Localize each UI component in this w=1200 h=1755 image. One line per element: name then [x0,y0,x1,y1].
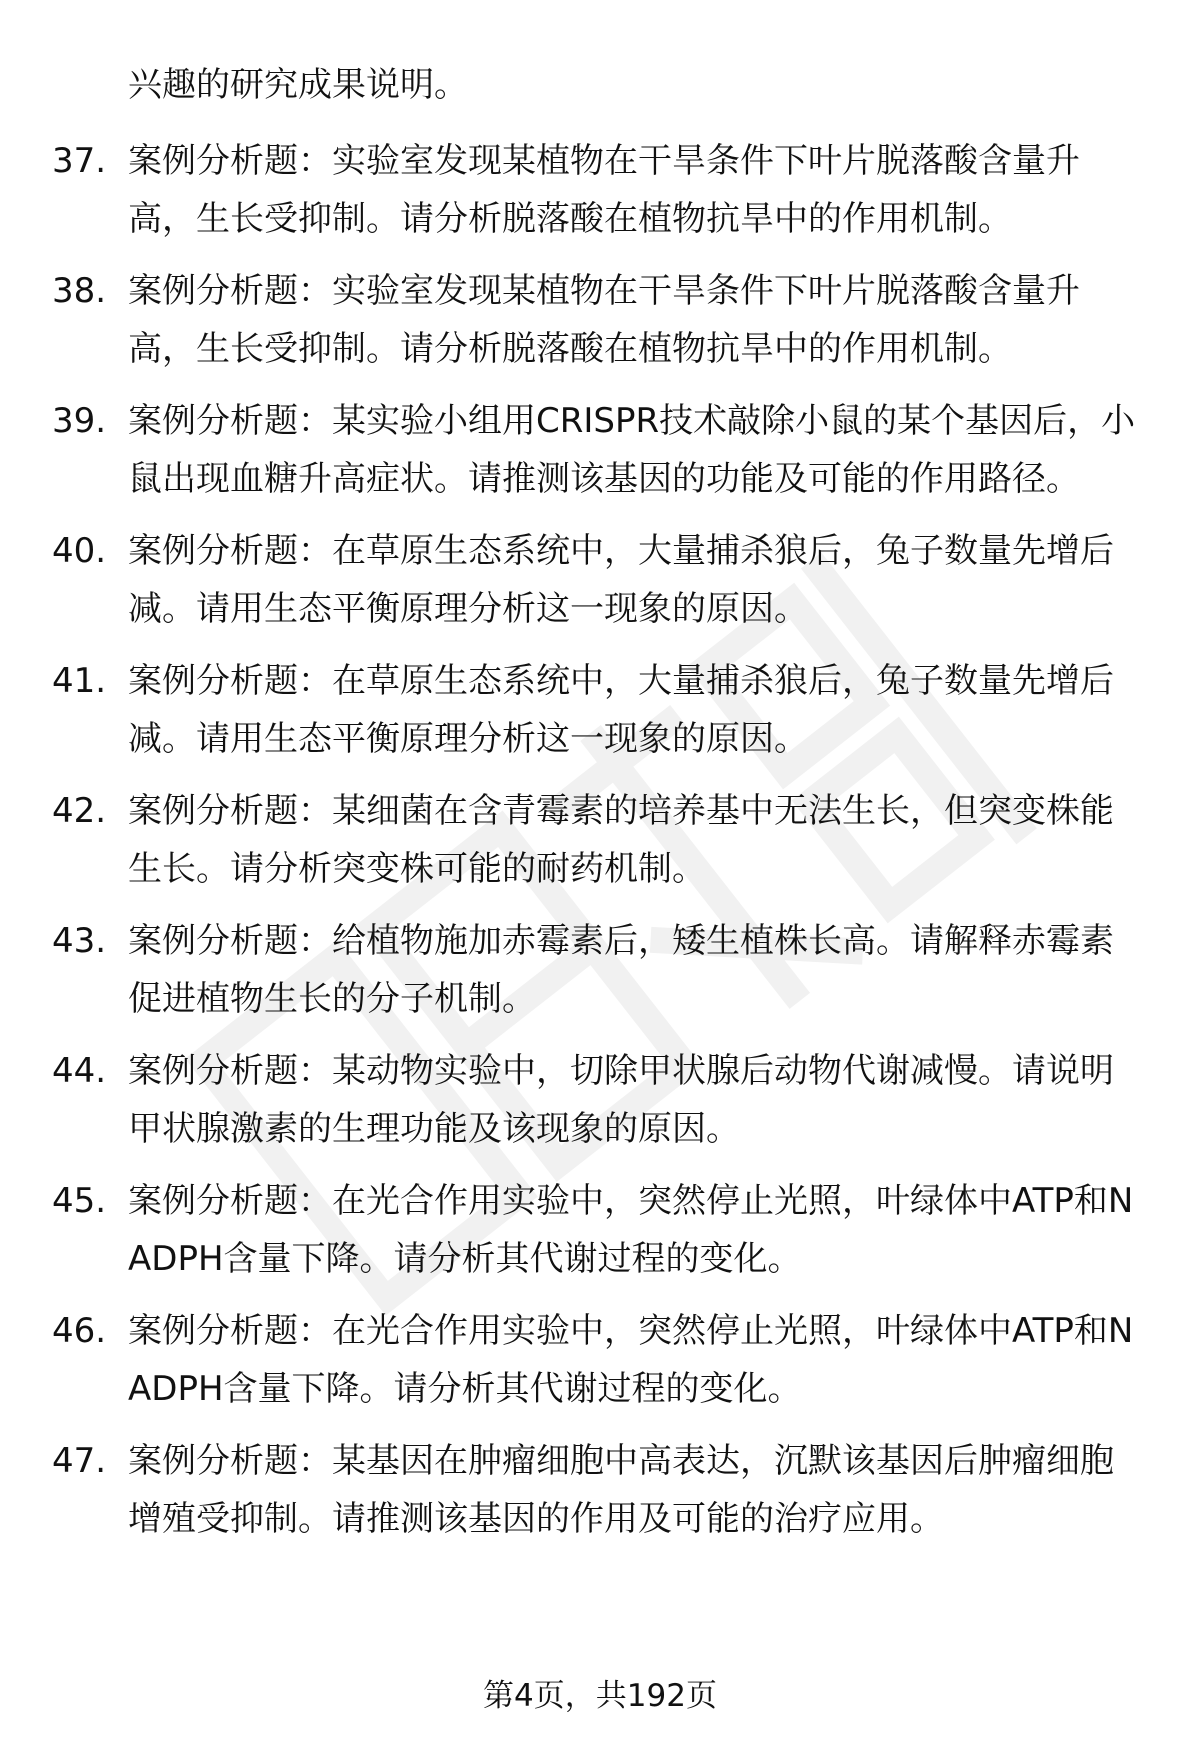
question-item [0,522,1200,638]
question-text: 案例分析题：在光合作用实验中，突然停止光照，叶绿体中ATP和NADPH含量下降。请分析其代谢过程的变化。 [128,1181,1134,1279]
question-number: 41. [52,661,107,701]
question-item [0,912,1200,1028]
question-list [0,132,1200,1562]
question-number: 47. [52,1441,107,1481]
question-text: 案例分析题：某基因在肿瘤细胞中高表达，沉默该基因后肿瘤细胞增殖受抑制。请推测该基因的作用及可能的治疗应用。 [128,1441,1114,1539]
question-number: 46. [52,1311,107,1351]
question-number: 42. [52,791,107,831]
question-item [0,652,1200,768]
question-text: 案例分析题：某细菌在含青霉素的培养基中无法生长，但突变株能生长。请分析突变株可能的耐药机制。 [128,791,1114,889]
question-number: 40. [52,531,107,571]
page-number-label: 第4页，共192页 [483,1678,717,1714]
question-item [0,1432,1200,1548]
question-text: 案例分析题：在草原生态系统中，大量捕杀狼后，兔子数量先增后减。请用生态平衡原理分析这一现象的原因。 [128,531,1114,629]
question-item [0,1042,1200,1158]
question-number: 37. [52,141,107,181]
question-text: 案例分析题：在光合作用实验中，突然停止光照，叶绿体中ATP和NADPH含量下降。请分析其代谢过程的变化。 [128,1311,1134,1409]
question-text: 案例分析题：在草原生态系统中，大量捕杀狼后，兔子数量先增后减。请用生态平衡原理分析这一现象的原因。 [128,661,1114,759]
question-text: 案例分析题：实验室发现某植物在干旱条件下叶片脱落酸含量升高，生长受抑制。请分析脱落酸在植物抗旱中的作用机制。 [128,141,1080,239]
question-text: 案例分析题：某动物实验中，切除甲状腺后动物代谢减慢。请说明甲状腺激素的生理功能及该现象的原因。 [128,1051,1114,1149]
question-number: 43. [52,921,107,961]
question-text: 案例分析题：给植物施加赤霉素后，矮生植株长高。请解释赤霉素促进植物生长的分子机制。 [128,921,1114,1019]
question-item [0,262,1200,378]
question-item [0,1302,1200,1418]
continuation-text: 兴趣的研究成果说明。 [128,65,468,105]
question-item [0,392,1200,508]
question-text: 案例分析题：实验室发现某植物在干旱条件下叶片脱落酸含量升高，生长受抑制。请分析脱落酸在植物抗旱中的作用机制。 [128,271,1080,369]
question-item [0,782,1200,898]
question-item [0,1172,1200,1288]
question-number: 38. [52,271,107,311]
question-item [0,132,1200,248]
question-number: 39. [52,401,107,441]
question-number: 44. [52,1051,107,1091]
question-number: 45. [52,1181,107,1221]
question-text: 案例分析题：某实验小组用CRISPR技术敲除小鼠的某个基因后，小鼠出现血糖升高症状。请推测该基因的功能及可能的作用路径。 [128,401,1136,499]
page-footer [0,1674,1200,1718]
